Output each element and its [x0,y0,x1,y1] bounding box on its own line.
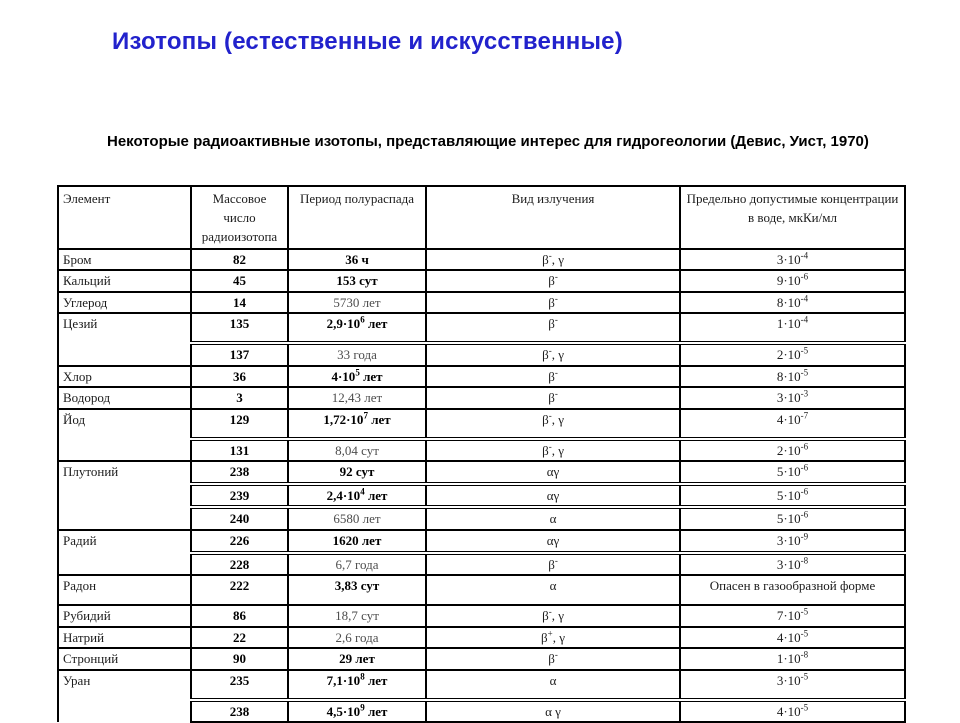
cell-mass: 131 [191,439,288,462]
cell-concentration: $1\cdot 10^{-8}$ [680,648,905,670]
cell-concentration: $1\cdot 10^{-4}$ [680,313,905,343]
cell-half-life: 1620 лет [288,530,426,553]
cell-radiation: β+, γ [426,627,680,649]
cell-half-life: $1,72\cdot 10^7$ лет [288,409,426,439]
cell-mass: 3 [191,387,288,409]
table-row [58,575,905,605]
cell-radiation: α [426,507,680,530]
cell-element: Плутоний [58,461,191,530]
cell-element: Хлор [58,366,191,388]
cell-radiation: αγ [426,530,680,553]
cell-radiation: β-, γ [426,605,680,627]
slide-title: Изотопы (естественные и искусственные) [112,28,623,55]
column-header-radiation: Вид излучения [426,186,680,249]
cell-element: Радон [58,575,191,605]
cell-radiation: β- [426,387,680,409]
cell-concentration: $3\cdot 10^{-9}$ [680,530,905,553]
cell-radiation: α [426,575,680,605]
cell-half-life: 29 лет [288,648,426,670]
column-header-element: Элемент [58,186,191,249]
cell-mass: 228 [191,553,288,576]
cell-half-life: 8,04 сут [288,439,426,462]
cell-half-life: $2,9\cdot 10^6$ лет [288,313,426,343]
cell-element: Углерод [58,292,191,314]
cell-mass: 14 [191,292,288,314]
cell-mass: 22 [191,627,288,649]
cell-half-life: 92 сут [288,461,426,484]
cell-radiation: β-, γ [426,409,680,439]
cell-concentration: $8\cdot 10^{-4}$ [680,292,905,314]
column-header-mass: Массовое число радиоизотопа [191,186,288,249]
cell-radiation: β- [426,292,680,314]
cell-element: Кальций [58,270,191,292]
cell-mass: 90 [191,648,288,670]
cell-half-life: 6580 лет [288,507,426,530]
cell-element: Водород [58,387,191,409]
cell-concentration: $2\cdot 10^{-5}$ [680,343,905,366]
cell-mass: 45 [191,270,288,292]
cell-half-life: 5730 лет [288,292,426,314]
cell-mass: 36 [191,366,288,388]
cell-mass: 129 [191,409,288,439]
cell-radiation: β- [426,313,680,343]
cell-half-life: 33 года [288,343,426,366]
column-header-concentration: Предельно допустимые концентрации в воде, мкКи/мл [680,186,905,249]
cell-half-life: 36 ч [288,249,426,271]
cell-concentration: $5\cdot 10^{-6}$ [680,461,905,484]
cell-concentration: $2\cdot 10^{-6}$ [680,439,905,462]
cell-element: Цезий [58,313,191,366]
cell-concentration: $4\cdot 10^{-5}$ [680,627,905,649]
table-row [58,627,905,649]
isotopes-table [57,185,906,723]
cell-half-life: 3,83 сут [288,575,426,605]
cell-mass: 238 [191,461,288,484]
table-caption: Некоторые радиоактивные изотопы, представляющие интерес для гидрогеологии (Девис, Уист, 1970) [107,133,869,150]
cell-radiation: β- [426,648,680,670]
cell-concentration: $7\cdot 10^{-5}$ [680,605,905,627]
cell-radiation: α γ [426,700,680,723]
table-row [58,530,905,553]
cell-radiation: β- [426,553,680,576]
cell-radiation: β- [426,366,680,388]
cell-element: Стронций [58,648,191,670]
table-row [58,387,905,409]
cell-concentration: Опасен в газообразной форме [680,575,905,605]
table-row [58,605,905,627]
cell-radiation: αγ [426,461,680,484]
cell-mass: 240 [191,507,288,530]
cell-concentration: $3\cdot 10^{-5}$ [680,670,905,700]
cell-mass: 82 [191,249,288,271]
table-row [58,249,905,271]
cell-radiation: α [426,670,680,700]
table-row [58,648,905,670]
cell-element: Натрий [58,627,191,649]
cell-mass: 226 [191,530,288,553]
cell-element: Уран [58,670,191,723]
cell-concentration: $4\cdot 10^{-5}$ [680,700,905,723]
column-header-half-life: Период полураспада [288,186,426,249]
cell-radiation: β-, γ [426,343,680,366]
cell-concentration: $5\cdot 10^{-6}$ [680,484,905,508]
cell-mass: 238 [191,700,288,723]
cell-radiation: β- [426,270,680,292]
cell-half-life: $2,4\cdot 10^4$ лет [288,484,426,508]
table-row [58,461,905,484]
cell-radiation: αγ [426,484,680,508]
cell-half-life: 153 сут [288,270,426,292]
table-row [58,366,905,388]
cell-concentration: $3\cdot 10^{-3}$ [680,387,905,409]
cell-mass: 222 [191,575,288,605]
cell-half-life: 18,7 сут [288,605,426,627]
cell-element: Рубидий [58,605,191,627]
cell-half-life: $7,1\cdot 10^8$ лет [288,670,426,700]
cell-concentration: $8\cdot 10^{-5}$ [680,366,905,388]
cell-radiation: β-, γ [426,249,680,271]
cell-radiation: β-, γ [426,439,680,462]
cell-element: Бром [58,249,191,271]
cell-half-life: 2,6 года [288,627,426,649]
table-row [58,313,905,343]
cell-half-life: $4,5\cdot 10^9$ лет [288,700,426,723]
cell-mass: 235 [191,670,288,700]
table-row [58,270,905,292]
cell-half-life: 6,7 года [288,553,426,576]
cell-concentration: $3\cdot 10^{-4}$ [680,249,905,271]
cell-half-life: 12,43 лет [288,387,426,409]
cell-mass: 239 [191,484,288,508]
table-row [58,409,905,439]
cell-concentration: $3\cdot 10^{-8}$ [680,553,905,576]
cell-concentration: $9\cdot 10^{-6}$ [680,270,905,292]
cell-half-life: $4\cdot 10^5$ лет [288,366,426,388]
cell-element: Радий [58,530,191,575]
cell-concentration: $5\cdot 10^{-6}$ [680,507,905,530]
cell-mass: 135 [191,313,288,343]
cell-concentration: $4\cdot 10^{-7}$ [680,409,905,439]
header-row [58,186,905,249]
cell-mass: 86 [191,605,288,627]
cell-mass: 137 [191,343,288,366]
table-row [58,670,905,700]
cell-element: Йод [58,409,191,462]
table-row [58,292,905,314]
